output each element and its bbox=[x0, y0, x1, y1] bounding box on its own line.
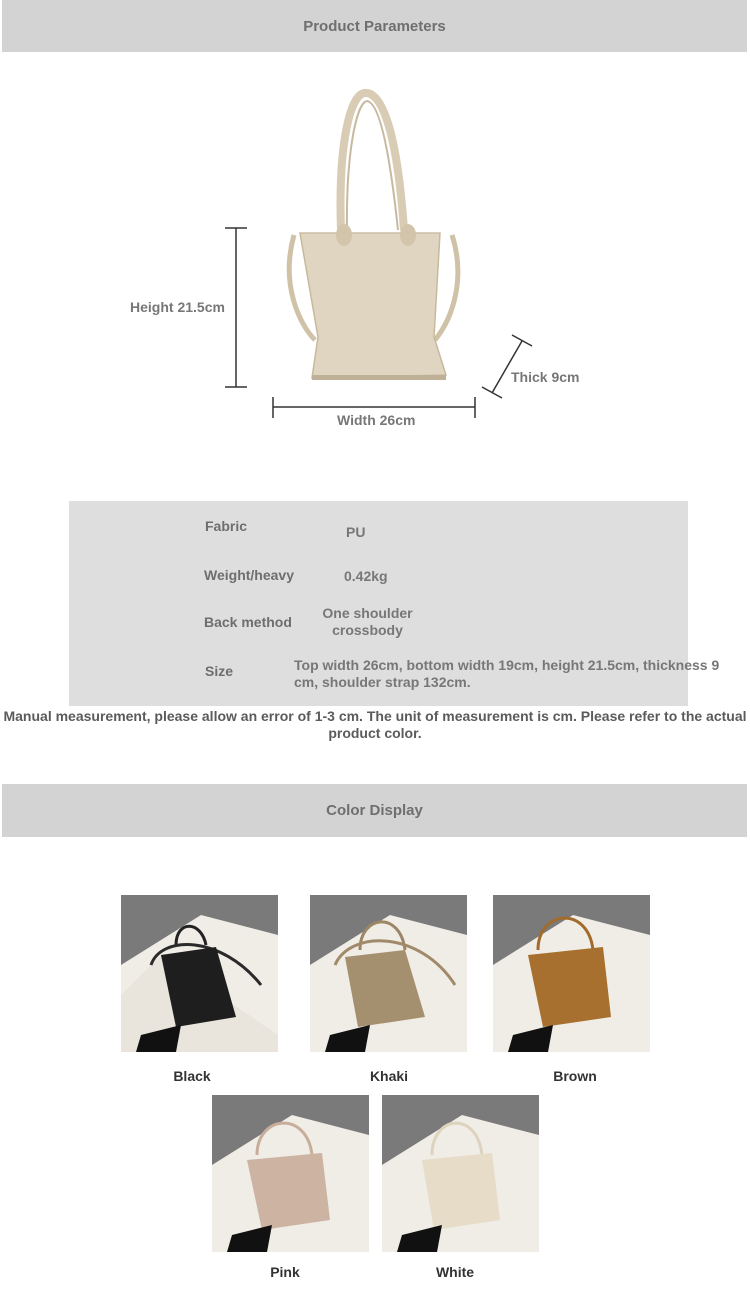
color-label-pink: Pink bbox=[270, 1264, 300, 1280]
section-title: Color Display bbox=[326, 802, 423, 819]
thick-label: Thick 9cm bbox=[511, 369, 580, 385]
color-display-banner bbox=[2, 784, 747, 837]
spec-value-fabric: PU bbox=[346, 524, 366, 540]
color-photo-khaki[interactable] bbox=[310, 895, 467, 1052]
measurement-note: Manual measurement, please allow an error of 1-3 cm. The unit of measurement is cm. Please refer to the actual product color. bbox=[3, 708, 747, 741]
color-photo-pink[interactable] bbox=[212, 1095, 369, 1252]
section-title: Product Parameters bbox=[303, 17, 446, 35]
thick-line bbox=[492, 341, 522, 393]
color-label-brown: Brown bbox=[553, 1068, 597, 1084]
spec-value-back-method: One shoulder crossbody bbox=[322, 605, 413, 638]
product-diagram bbox=[220, 85, 550, 425]
spec-key-fabric: Fabric bbox=[205, 518, 248, 534]
color-label-white: White bbox=[435, 1264, 475, 1280]
spec-value-size: Top width 26cm, bottom width 19cm, height 21.5cm, thickness 9 cm, shoulder strap 132cm. bbox=[294, 657, 720, 690]
color-label-khaki: Khaki bbox=[369, 1068, 409, 1084]
color-photo-white[interactable] bbox=[382, 1095, 539, 1252]
spec-value-weight: 0.42kg bbox=[344, 568, 388, 584]
color-photo-brown[interactable] bbox=[493, 895, 650, 1052]
width-label: Width 26cm bbox=[337, 412, 416, 428]
spec-key-weight: Weight/heavy bbox=[204, 567, 294, 583]
product-parameters-banner bbox=[2, 0, 747, 52]
height-label: Height 21.5cm bbox=[130, 299, 225, 315]
bag-body bbox=[300, 233, 446, 378]
spec-key-size: Size bbox=[205, 663, 234, 679]
spec-key-back-method: Back method bbox=[204, 614, 292, 630]
color-label-black: Black bbox=[173, 1068, 211, 1084]
color-photo-black[interactable] bbox=[121, 895, 278, 1052]
